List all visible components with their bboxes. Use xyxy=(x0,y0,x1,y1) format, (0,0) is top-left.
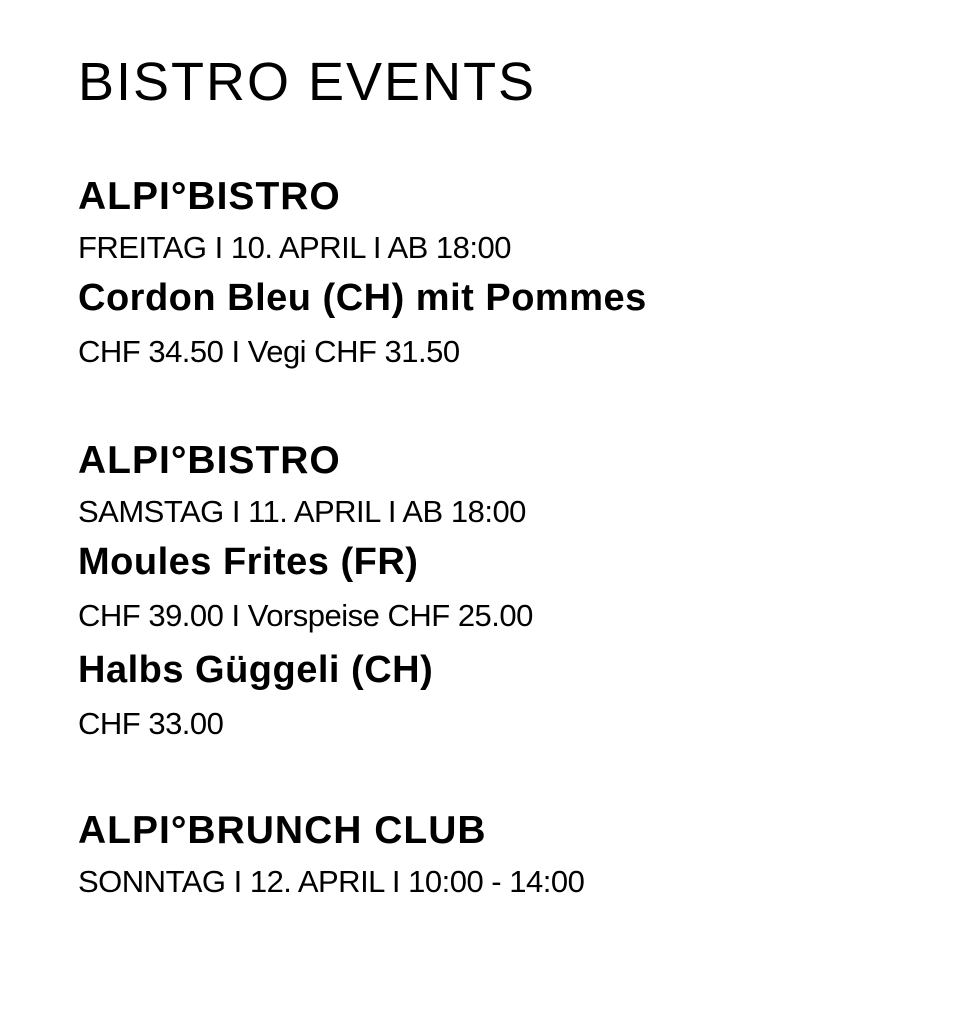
dish-price: CHF 39.00 I Vorspeise CHF 25.00 xyxy=(78,598,533,633)
event-saturday-bistro xyxy=(78,438,533,742)
dish-price: CHF 33.00 xyxy=(78,706,224,741)
dish-item xyxy=(78,276,647,370)
dish-item xyxy=(78,540,533,634)
event-date-time: SAMSTAG I 11. APRIL I AB 18:00 xyxy=(78,494,526,529)
event-sunday-brunch xyxy=(78,808,584,900)
event-date-time: FREITAG I 10. APRIL I AB 18:00 xyxy=(78,230,511,265)
event-date-time: SONNTAG I 12. APRIL I 10:00 - 14:00 xyxy=(78,864,585,899)
dish-item xyxy=(78,648,533,742)
dish-name: Cordon Bleu (CH) mit Pommes xyxy=(78,277,647,319)
dish-name: Moules Frites (FR) xyxy=(78,541,419,583)
dish-name: Halbs Güggeli (CH) xyxy=(78,649,434,691)
page-title: BISTRO EVENTS xyxy=(78,52,537,112)
event-name: ALPI°BISTRO xyxy=(78,439,341,482)
event-name: ALPI°BRUNCH CLUB xyxy=(78,809,487,852)
event-name: ALPI°BISTRO xyxy=(78,175,341,218)
dish-price: CHF 34.50 I Vegi CHF 31.50 xyxy=(78,334,460,369)
event-friday-bistro xyxy=(78,174,647,370)
